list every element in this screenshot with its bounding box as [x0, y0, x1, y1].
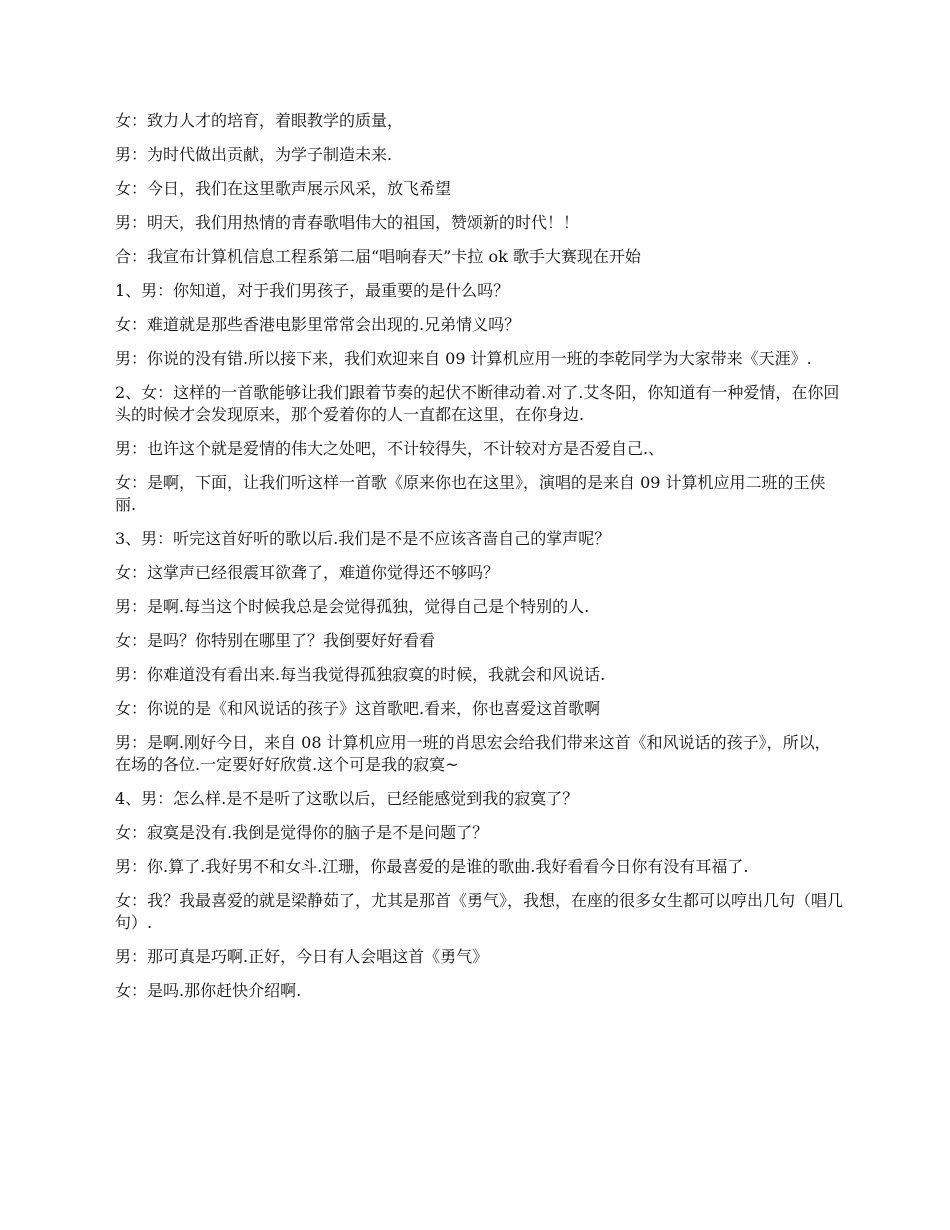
- dialogue-line: 女：是吗？你特别在哪里了？我倒要好好看看: [115, 631, 436, 650]
- dialogue-line: 女：难道就是那些香港电影里常常会出现的.兄弟情义吗？: [115, 315, 521, 334]
- dialogue-line: 女：寂寞是没有.我倒是觉得你的脑子是不是问题了？: [115, 823, 489, 842]
- dialogue-line: 女：是啊，下面，让我们听这样一首歌《原来你也在这里》，演唱的是来自 09 计算机应用二班的王侠丽.: [115, 473, 826, 514]
- dialogue-line: 女：这掌声已经很震耳欲聋了，难道你觉得还不够吗？: [115, 563, 500, 582]
- dialogue-line: 女：你说的是《和风说话的孩子》这首歌吧.看来，你也喜爱这首歌啊: [115, 699, 601, 718]
- dialogue-line: 3、男：听完这首好听的歌以后.我们是不是不应该吝啬自己的掌声呢？: [115, 529, 611, 548]
- dialogue-line: 1、男：你知道，对于我们男孩子，最重要的是什么吗？: [115, 281, 510, 300]
- dialogue-line: 合：我宣布计算机信息工程系第二届“唱响春天”卡拉 ok 歌手大赛现在开始: [115, 247, 641, 266]
- dialogue-line: 女：是吗.那你赶快介绍啊.: [115, 981, 302, 1000]
- dialogue-line: 男：明天，我们用热情的青春歌唱伟大的祖国，赞颂新的时代！！: [115, 213, 580, 232]
- dialogue-line: 女：我？我最喜爱的就是梁静茹了，尤其是那首《勇气》，我想，在座的很多女生都可以哼出几句（唱几句）.: [115, 891, 844, 932]
- dialogue-line: 男：那可真是巧啊.正好，今日有人会唱这首《勇气》: [115, 947, 489, 966]
- dialogue-line: 男：是啊.刚好今日，来自 08 计算机应用一班的肖思宏会给我们带来这首《和风说话的孩子》，所以，在场的各位.一定要好好欣赏.这个可是我的寂寞~: [115, 733, 831, 774]
- dialogue-line: 男：你说的没有错.所以接下来，我们欢迎来自 09 计算机应用一班的李乾同学为大家带来《天涯》.: [115, 349, 812, 368]
- dialogue-line: 4、男：怎么样.是不是听了这歌以后，已经能感觉到我的寂寞了？: [115, 789, 579, 808]
- dialogue-line: 2、女：这样的一首歌能够让我们跟着节奏的起伏不断律动着.对了.艾冬阳，你知道有一种爱情，在你回头的时候才会发现原来，那个爱着你的人一直都在这里，在你身边.: [115, 383, 840, 424]
- dialogue-line: 男：为时代做出贡献，为学子制造未来.: [115, 145, 393, 164]
- dialogue-line: 女：致力人才的培育，着眼教学的质量，: [115, 111, 404, 130]
- dialogue-line: 男：你难道没有看出来.每当我觉得孤独寂寞的时候，我就会和风说话.: [115, 665, 606, 684]
- dialogue-line: 男：是啊.每当这个时候我总是会觉得孤独，觉得自己是个特别的人.: [115, 597, 590, 616]
- document-body: [115, 110, 843, 1014]
- dialogue-line: 女：今日，我们在这里歌声展示风采，放飞希望: [115, 179, 452, 198]
- dialogue-line: 男：你.算了.我好男不和女斗.江珊，你最喜爱的是谁的歌曲.我好看看今日你有没有耳福了.: [115, 857, 749, 876]
- dialogue-line: 男：也许这个就是爱情的伟大之处吧，不计较得失，不计较对方是否爱自己.、: [115, 439, 665, 458]
